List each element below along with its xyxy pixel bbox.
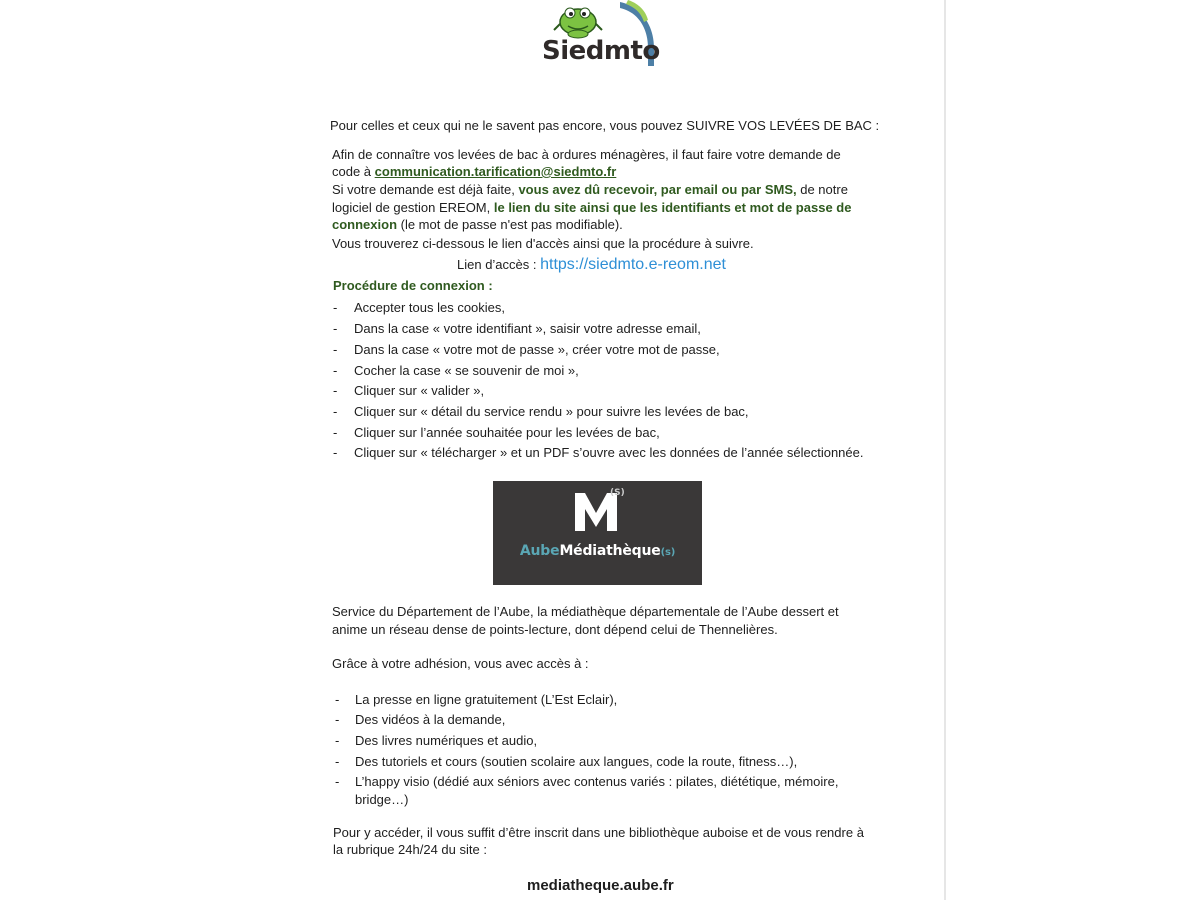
- scan-edge: [944, 0, 946, 900]
- procedure-step: Cliquer sur « valider »,: [354, 383, 485, 398]
- text-segment: de notre: [796, 182, 848, 197]
- paragraph-line: Afin de connaître vos levées de bac à ordures ménagères, il faut faire votre demande de: [332, 147, 841, 162]
- paragraph-line: Vous trouverez ci-dessous le lien d'accès ainsi que la procédure à suivre.: [332, 236, 754, 251]
- list-dash: -: [333, 425, 338, 440]
- paragraph-line: Pour y accéder, il vous suffit d’être inscrit dans une bibliothèque auboise et de vous rendre à: [333, 825, 864, 840]
- wordmark-mediatheque: Médiathèque: [559, 543, 661, 559]
- paragraph-line: la rubrique 24h/24 du site :: [333, 842, 487, 857]
- list-dash: -: [333, 321, 338, 336]
- procedure-step: Cliquer sur « détail du service rendu » pour suivre les levées de bac,: [354, 404, 749, 419]
- logo-wordmark: Siedmto: [542, 36, 660, 66]
- list-dash: -: [335, 733, 340, 748]
- procedure-step: Dans la case « votre mot de passe », créer votre mot de passe,: [354, 342, 720, 357]
- procedure-step: Cliquer sur « télécharger » et un PDF s’ouvre avec les données de l’année sélectionnée.: [354, 445, 864, 460]
- benefit-item: Des tutoriels et cours (soutien scolaire aux langues, code la route, fitness…),: [355, 754, 798, 769]
- access-intro: Grâce à votre adhésion, vous avec accès à :: [332, 656, 589, 671]
- procedure-step: Accepter tous les cookies,: [354, 300, 506, 315]
- text-segment: logiciel de gestion EREOM,: [332, 200, 494, 215]
- list-dash: -: [335, 692, 340, 707]
- text-segment: (le mot de passe n'est pas modifiable).: [397, 217, 623, 232]
- intro-text: Pour celles et ceux qui ne le savent pas encore, vous pouvez SUIVRE VOS LEVÉES DE BAC :: [330, 118, 880, 133]
- benefit-item: Des livres numériques et audio,: [355, 733, 538, 748]
- list-dash: -: [333, 445, 338, 460]
- paragraph-line: anime un réseau dense de points-lecture, dont dépend celui de Thennelières.: [332, 622, 778, 637]
- emphasis-text: le lien du site ainsi que les identifiants et mot de passe de: [493, 200, 852, 215]
- list-dash: -: [333, 383, 338, 398]
- procedure-step: Cocher la case « se souvenir de moi »,: [354, 363, 579, 378]
- ereom-site-link[interactable]: https://siedmto.e-reom.net: [540, 256, 726, 273]
- contact-email-link[interactable]: communication.tarification@siedmto.fr: [374, 164, 617, 179]
- aube-mediatheque-banner: [493, 481, 702, 585]
- logo-superscript: (S): [610, 488, 625, 498]
- list-dash: -: [333, 300, 338, 315]
- access-label: Lien d’accès :: [457, 257, 541, 272]
- line-prefix: code à: [332, 164, 375, 179]
- paragraph-line: [332, 216, 623, 233]
- benefit-item: Des vidéos à la demande,: [355, 712, 506, 727]
- paragraph-line: Service du Département de l’Aube, la médiathèque départementale de l’Aube dessert et: [332, 604, 839, 619]
- benefit-item-continuation: bridge…): [355, 792, 409, 807]
- list-dash: -: [333, 363, 338, 378]
- text-segment: Si votre demande est déjà faite,: [332, 182, 519, 197]
- procedure-step: Cliquer sur l’année souhaitée pour les levées de bac,: [354, 425, 660, 440]
- procedure-title: Procédure de connexion :: [333, 278, 493, 293]
- paragraph-line: [332, 163, 616, 180]
- list-dash: -: [335, 754, 340, 769]
- list-dash: -: [335, 712, 340, 727]
- list-dash: -: [333, 342, 338, 357]
- paragraph-line: [332, 181, 848, 198]
- procedure-step: Dans la case « votre identifiant », saisir votre adresse email,: [354, 321, 701, 336]
- emphasis-text: connexion: [332, 217, 398, 232]
- benefit-item: La presse en ligne gratuitement (L’Est Eclair),: [355, 692, 618, 707]
- benefit-item: L’happy visio (dédié aux séniors avec contenus variés : pilates, diététique, mémoire,: [355, 774, 839, 789]
- access-line: [457, 255, 726, 274]
- siedmto-logo: [528, 0, 660, 68]
- banner-wordmark: [493, 543, 702, 559]
- wordmark-aube: Aube: [519, 543, 560, 559]
- wordmark-s: (s): [660, 547, 676, 558]
- emphasis-text: vous avez dû recevoir, par email ou par SMS,: [518, 182, 797, 197]
- paragraph-line: [332, 199, 851, 216]
- mediatheque-site-link[interactable]: mediatheque.aube.fr: [527, 877, 674, 894]
- list-dash: -: [335, 774, 340, 789]
- list-dash: -: [333, 404, 338, 419]
